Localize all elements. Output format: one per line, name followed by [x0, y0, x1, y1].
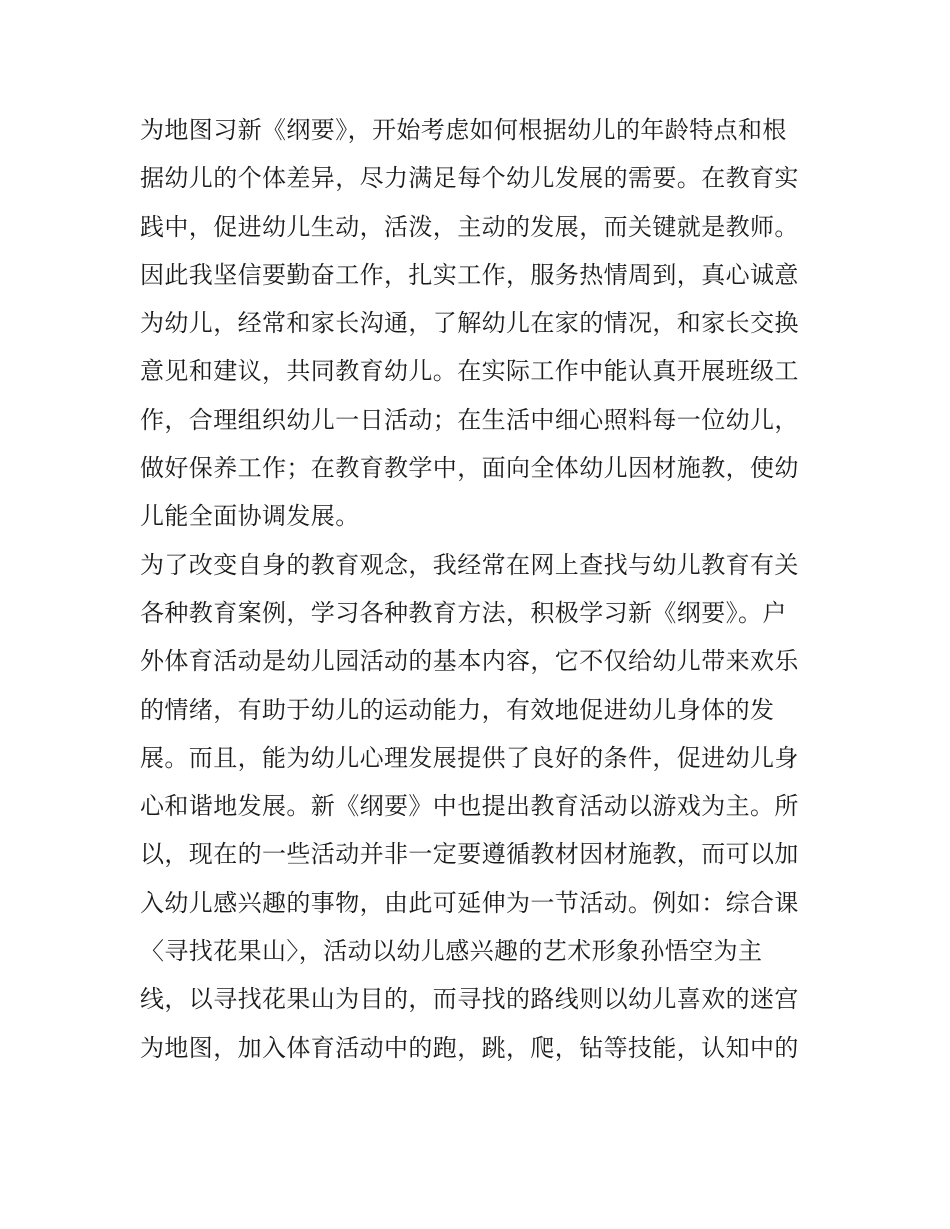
text-line-12: 外体育活动是幼儿园活动的基本内容，它不仅给幼儿带来欢乐 [140, 647, 799, 676]
text-line-19: 线，以寻找花果山为目的，而寻找的路线则以幼儿喜欢的迷宫 [140, 985, 799, 1014]
text-line-9: 儿能全面协调发展。 [140, 502, 360, 531]
text-line-3: 践中，促进幼儿生动，活泼，主动的发展，而关键就是教师。 [140, 212, 799, 241]
text-line-18: 〈寻找花果山〉，活动以幼儿感兴趣的艺术形象孙悟空为主 [140, 937, 763, 966]
text-line-11: 各种教育案例，学习各种教育方法，积极学习新《纲要》。户 [140, 598, 787, 627]
text-line-7: 作，合理组织幼儿一日活动；在生活中细心照料每一位幼儿， [140, 405, 799, 434]
text-line-8: 做好保养工作；在教育教学中，面向全体幼儿因材施教，使幼 [140, 454, 799, 483]
text-line-2: 据幼儿的个体差异，尽力满足每个幼儿发展的需要。在教育实 [140, 164, 799, 193]
text-line-5: 为幼儿，经常和家长沟通，了解幼儿在家的情况，和家长交换 [140, 309, 799, 338]
text-line-4: 因此我坚信要勤奋工作，扎实工作，服务热情周到，真心诚意 [140, 260, 799, 289]
text-line-14: 展。而且，能为幼儿心理发展提供了良好的条件，促进幼儿身 [140, 743, 799, 772]
text-line-15: 心和谐地发展。新《纲要》中也提出教育活动以游戏为主。所 [140, 792, 799, 821]
text-line-13: 的情绪，有助于幼儿的运动能力，有效地促进幼儿身体的发 [140, 695, 775, 724]
text-line-6: 意见和建议，共同教育幼儿。在实际工作中能认真开展班级工 [140, 357, 799, 386]
text-line-17: 入幼儿感兴趣的事物，由此可延伸为一节活动。例如：综合课 [140, 888, 799, 917]
text-line-20: 为地图，加入体育活动中的跑，跳，爬，钻等技能，认知中的 [140, 1033, 799, 1062]
text-line-16: 以，现在的一些活动并非一定要遵循教材因材施教，而可以加 [140, 840, 799, 869]
text-line-10: 为了改变自身的教育观念，我经常在网上查找与幼儿教育有关 [140, 550, 799, 579]
body-text [140, 106, 820, 1072]
text-line-1: 为地图习新《纲要》，开始考虑如何根据幼儿的年龄特点和根 [140, 116, 787, 144]
